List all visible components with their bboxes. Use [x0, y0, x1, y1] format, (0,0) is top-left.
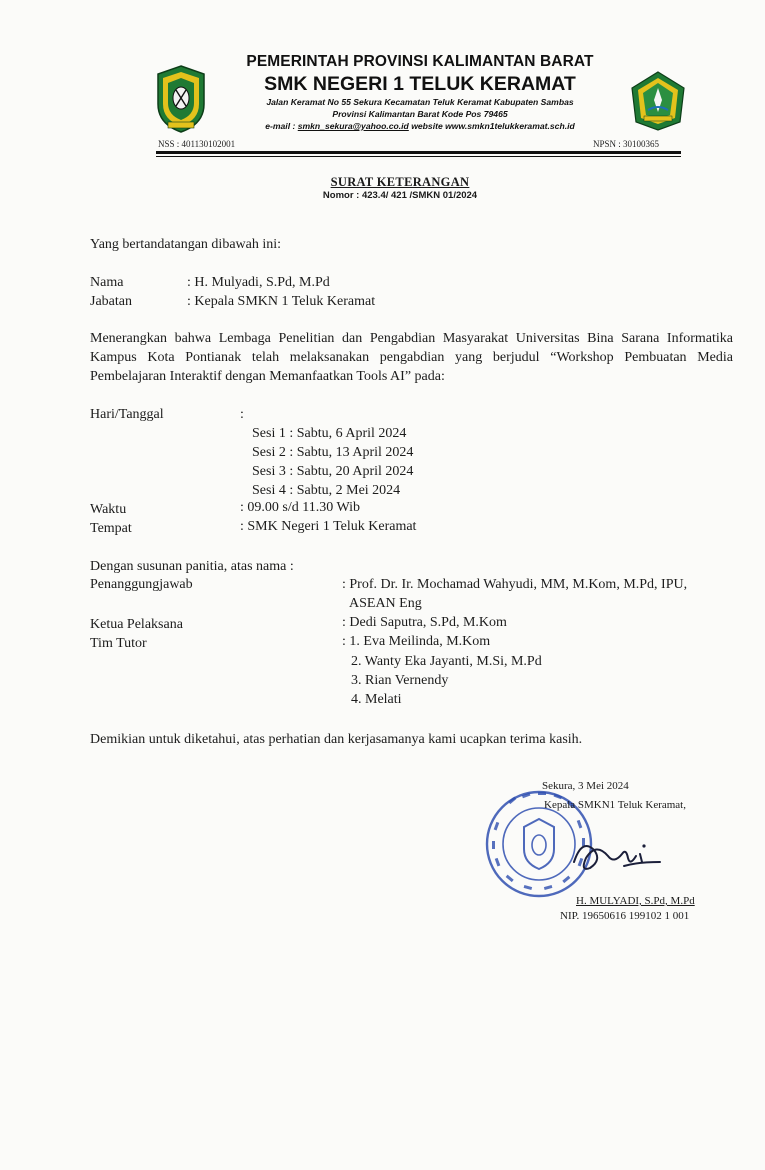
- chair-label: Ketua Pelaksana: [90, 617, 183, 632]
- tutor-item: 2. Wanty Eka Jayanti, M.Si, M.Pd: [351, 654, 542, 669]
- place-label: Tempat: [90, 521, 132, 536]
- opening-line: Yang bertandatangan dibawah ini:: [90, 237, 282, 252]
- session-item: Sesi 4 : Sabtu, 2 Mei 2024: [252, 483, 401, 498]
- school-name: SMK NEGERI 1 TELUK KERAMAT: [264, 73, 576, 95]
- website-address: www.smkn1telukkeramat.sch.id: [445, 121, 575, 131]
- date-label: Hari/Tanggal: [90, 407, 164, 422]
- website-label: website: [411, 121, 443, 131]
- address-line-1: Jalan Keramat No 55 Sekura Kecamatan Teluk Keramat Kabupaten Sambas: [266, 97, 574, 107]
- tutor-label: Tim Tutor: [90, 636, 147, 651]
- responsible-value: : Prof. Dr. Ir. Mochamad Wahyudi, MM, M.Kom, M.Pd, IPU,: [342, 577, 688, 592]
- nss-number: NSS : 401130102001: [158, 139, 236, 149]
- tutor-item: 4. Melati: [351, 692, 402, 707]
- time-value: : 09.00 s/d 11.30 Wib: [240, 500, 360, 515]
- place-value: : SMK Negeri 1 Teluk Keramat: [240, 519, 417, 534]
- signature-nip: NIP. 19650616 199102 1 001: [560, 910, 690, 922]
- handwritten-signature-icon: [568, 832, 668, 882]
- signer-position-label: Jabatan: [90, 294, 132, 309]
- statement-paragraph: Menerangkan bahwa Lembaga Penelitian dan Pengabdian Masyarakat Universitas Bina Sarana Informatika Kampus Kota Pontianak telah melaksanakan pengabdian yang berjudul “Workshop Pembuatan Media Pembelajaran Interaktif dengan Memanfaatkan Tools AI” pada:: [90, 331, 733, 384]
- signature-name: H. MULYADI, S.Pd, M.Pd: [576, 895, 695, 907]
- npsn-number: NPSN : 30100365: [593, 139, 660, 149]
- closing-line: Demikian untuk diketahui, atas perhatian dan kerjasamanya kami ucapkan terima kasih.: [90, 732, 583, 747]
- chair-value: : Dedi Saputra, S.Pd, M.Kom: [342, 615, 507, 630]
- date-colon: :: [240, 407, 244, 422]
- committee-intro: Dengan susunan panitia, atas nama :: [90, 559, 294, 574]
- tutor-item: : 1. Eva Meilinda, M.Kom: [342, 634, 491, 649]
- letter-number: Nomor : 423.4/ 421 /SMKN 01/2024: [322, 190, 478, 201]
- letterhead: [200, 52, 640, 132]
- contact-line: [200, 120, 640, 132]
- signer-name-value: : H. Mulyadi, S.Pd, M.Pd: [187, 275, 330, 290]
- session-item: Sesi 1 : Sabtu, 6 April 2024: [252, 426, 407, 441]
- responsible-value-continued: ASEAN Eng: [349, 596, 422, 611]
- email-address: smkn_sekura@yahoo.co.id: [297, 121, 409, 131]
- email-label: e-mail :: [265, 121, 296, 131]
- session-item: Sesi 2 : Sabtu, 13 April 2024: [252, 445, 414, 460]
- letter-title: SURAT KETERANGAN: [330, 175, 470, 189]
- signature-role: Kepala SMKN1 Teluk Keramat,: [544, 799, 686, 811]
- signer-name-label: Nama: [90, 275, 124, 290]
- letterhead-divider-thick: [156, 151, 681, 154]
- address-line-2: Provinsi Kalimantan Barat Kode Pos 79465: [332, 109, 508, 119]
- time-label: Waktu: [90, 502, 127, 517]
- signature-place-date: Sekura, 3 Mei 2024: [542, 780, 629, 792]
- responsible-label: Penanggungjawab: [90, 577, 193, 592]
- session-item: Sesi 3 : Sabtu, 20 April 2024: [252, 464, 414, 479]
- letterhead-divider-thin: [156, 156, 681, 157]
- tutor-item: 3. Rian Vernendy: [351, 673, 449, 688]
- signer-position-value: : Kepala SMKN 1 Teluk Keramat: [187, 294, 376, 309]
- government-name: PEMERINTAH PROVINSI KALIMANTAN BARAT: [246, 53, 594, 70]
